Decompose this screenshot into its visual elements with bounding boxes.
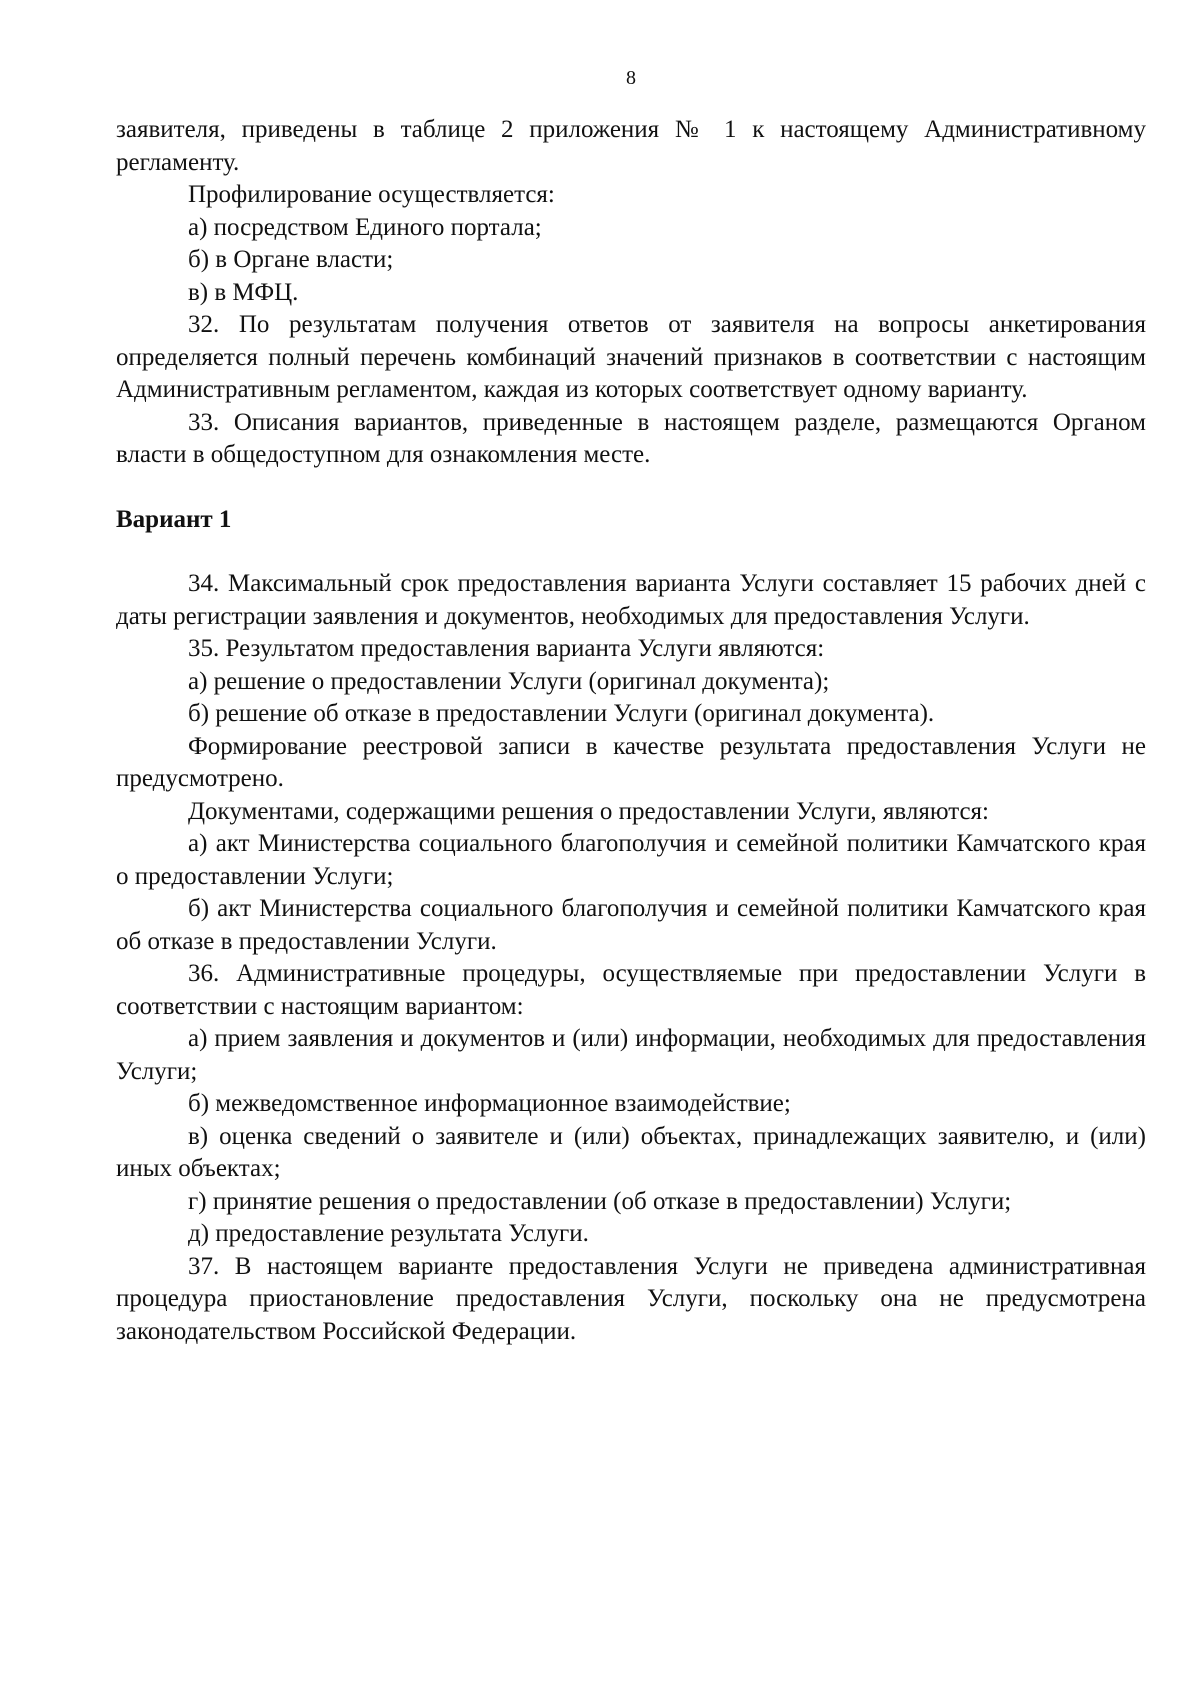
list-item: а) посредством Единого портала; bbox=[188, 213, 542, 241]
paragraphs-after-section bbox=[116, 568, 1146, 1348]
paragraph: 33. Описания вариантов, приведенные в настоящем разделе, размещаются Органом власти в общедоступном для ознакомления месте. bbox=[116, 408, 1146, 468]
list-item: д) предоставление результата Услуги. bbox=[188, 1220, 589, 1247]
list-item: а) прием заявления и документов и (или) информации, необходимых для предоставления Услуги; bbox=[116, 1025, 1146, 1085]
paragraph: заявителя, приведены в таблице 2 приложения № 1 к настоящему Административному регламенту. bbox=[116, 116, 1146, 176]
paragraph: Документами, содержащими решения о предоставлении Услуги, являются: bbox=[188, 797, 989, 825]
paragraphs-before-section bbox=[116, 114, 1146, 472]
document-page bbox=[116, 66, 1146, 1348]
page-number: 8 bbox=[626, 67, 636, 89]
list-item: б) в Органе власти; bbox=[188, 246, 394, 273]
section-heading: Вариант 1 bbox=[116, 505, 232, 533]
list-item: б) акт Министерства социального благополучия и семейной политики Камчатского края об отказе в предоставлении Услуги. bbox=[116, 895, 1146, 955]
paragraph: Профилирование осуществляется: bbox=[188, 181, 555, 208]
paragraph: 32. По результатам получения ответов от заявителя на вопросы анкетирования определяется полный перечень комбинаций значений признаков в соответствии с настоящим Административным регламентом, каждая из которых соответствует одному варианту. bbox=[116, 311, 1146, 403]
list-item: в) в МФЦ. bbox=[188, 278, 299, 306]
paragraph: 37. В настоящем варианте предоставления Услуги не приведена административная процедура приостановление предоставления Услуги, поскольку она не предусмотрена законодательством Российской Федерации. bbox=[116, 1252, 1146, 1345]
list-item: б) межведомственное информационное взаимодействие; bbox=[188, 1090, 791, 1117]
list-item: г) принятие решения о предоставлении (об отказе в предоставлении) Услуги; bbox=[188, 1187, 1012, 1215]
paragraph: 35. Результатом предоставления варианта Услуги являются: bbox=[188, 635, 825, 662]
list-item: б) решение об отказе в предоставлении Услуги (оригинал документа). bbox=[188, 700, 935, 727]
list-item: а) решение о предоставлении Услуги (оригинал документа); bbox=[188, 667, 830, 695]
paragraph: 34. Максимальный срок предоставления варианта Услуги составляет 15 рабочих дней с даты регистрации заявления и документов, необходимых для предоставления Услуги. bbox=[116, 570, 1146, 630]
list-item: в) оценка сведений о заявителе и (или) объектах, принадлежащих заявителю, и (или) иных объектах; bbox=[116, 1122, 1146, 1182]
list-item: а) акт Министерства социального благополучия и семейной политики Камчатского края о предоставлении Услуги; bbox=[116, 830, 1146, 890]
paragraph: 36. Административные процедуры, осуществляемые при предоставлении Услуги в соответствии с настоящим вариантом: bbox=[116, 960, 1146, 1020]
paragraph: Формирование реестровой записи в качестве результата предоставления Услуги не предусмотрено. bbox=[116, 732, 1146, 792]
